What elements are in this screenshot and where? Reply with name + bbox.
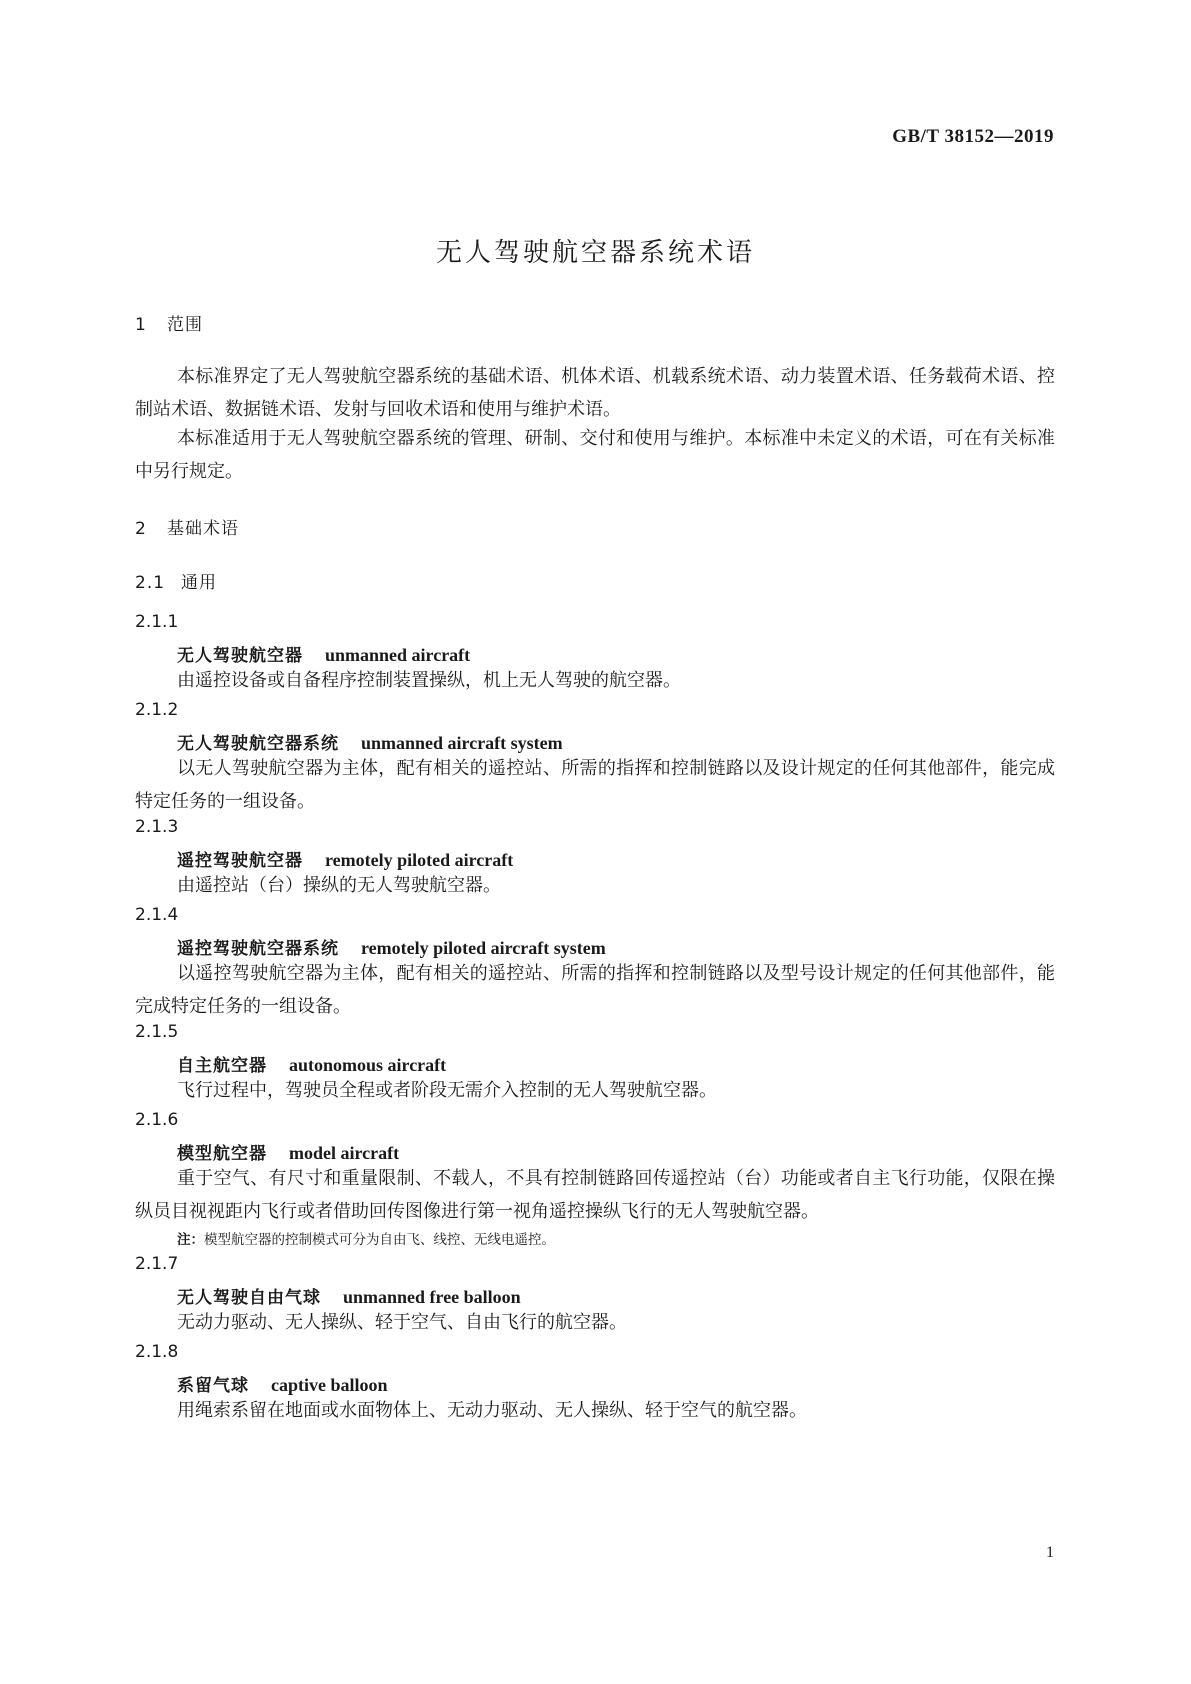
term-definition: 飞行过程中，驾驶员全程或者阶段无需介入控制的无人驾驶航空器。 xyxy=(177,1080,717,1101)
section-2-heading xyxy=(135,514,239,539)
standard-code: GB/T 38152—2019 xyxy=(892,126,1054,147)
term-number: 2.1.6 xyxy=(135,1110,179,1130)
subsection-number: 2.1 xyxy=(135,573,166,593)
term-english: remotely piloted aircraft xyxy=(325,850,514,870)
term-number: 2.1.4 xyxy=(135,905,179,925)
term-chinese: 遥控驾驶航空器 xyxy=(177,851,303,871)
term-chinese: 自主航空器 xyxy=(177,1056,267,1076)
term-note xyxy=(177,1228,555,1248)
section-1-heading xyxy=(135,310,203,335)
scope-paragraph-1: 本标准界定了无人驾驶航空器系统的基础术语、机体术语、机载系统术语、动力装置术语、任务载荷术语、控制站术语、数据链术语、发射与回收术语和使用与维护术语。 xyxy=(135,366,1055,420)
term-definition: 无动力驱动、无人操纵、轻于空气、自由飞行的航空器。 xyxy=(177,1312,627,1333)
term-english: autonomous aircraft xyxy=(289,1055,447,1075)
term-heading xyxy=(177,1051,446,1076)
term-definition: 由遥控站（台）操纵的无人驾驶航空器。 xyxy=(177,875,501,896)
term-english: unmanned aircraft xyxy=(325,645,471,665)
term-chinese: 遥控驾驶航空器系统 xyxy=(177,939,339,959)
term-number: 2.1.7 xyxy=(135,1254,179,1274)
term-number: 2.1.5 xyxy=(135,1022,179,1042)
term-chinese: 无人驾驶航空器系统 xyxy=(177,734,339,754)
section-title: 基础术语 xyxy=(167,519,239,539)
term-english: remotely piloted aircraft system xyxy=(361,938,606,958)
section-number: 2 xyxy=(135,519,147,539)
page-number: 1 xyxy=(1046,1544,1054,1561)
term-definition: 由遥控设备或自备程序控制装置操纵，机上无人驾驶的航空器。 xyxy=(177,670,681,691)
term-english: captive balloon xyxy=(271,1375,388,1395)
term-heading xyxy=(177,846,513,871)
term-heading xyxy=(177,1139,399,1164)
term-english: unmanned free balloon xyxy=(343,1287,521,1307)
subsection-title: 通用 xyxy=(181,573,217,593)
note-label: 注： xyxy=(177,1232,204,1248)
term-definition: 用绳索系留在地面或水面物体上、无动力驱动、无人操纵、轻于空气的航空器。 xyxy=(177,1400,807,1421)
section-number: 1 xyxy=(135,315,147,335)
note-text: 模型航空器的控制模式可分为自由飞、线控、无线电遥控。 xyxy=(204,1232,555,1248)
term-english: model aircraft xyxy=(289,1143,400,1163)
term-chinese: 无人驾驶航空器 xyxy=(177,646,303,666)
term-number: 2.1.8 xyxy=(135,1342,179,1362)
term-heading xyxy=(177,729,563,754)
term-chinese: 模型航空器 xyxy=(177,1144,267,1164)
term-definition: 以无人驾驶航空器为主体，配有相关的遥控站、所需的指挥和控制链路以及设计规定的任何其他部件，能完成特定任务的一组设备。 xyxy=(135,758,1055,812)
term-heading xyxy=(177,934,606,959)
term-definition: 以遥控驾驶航空器为主体，配有相关的遥控站、所需的指挥和控制链路以及型号设计规定的任何其他部件，能完成特定任务的一组设备。 xyxy=(135,963,1055,1017)
scope-paragraph-2: 本标准适用于无人驾驶航空器系统的管理、研制、交付和使用与维护。本标准中未定义的术语，可在有关标准中另行规定。 xyxy=(135,428,1055,482)
subsection-2-1-heading xyxy=(135,568,217,593)
term-chinese: 系留气球 xyxy=(177,1376,249,1396)
term-number: 2.1.1 xyxy=(135,612,179,632)
section-title: 范围 xyxy=(167,315,203,335)
term-heading xyxy=(177,1371,388,1396)
term-number: 2.1.3 xyxy=(135,817,179,837)
term-definition: 重于空气、有尺寸和重量限制、不载人，不具有控制链路回传遥控站（台）功能或者自主飞行功能，仅限在操纵员目视视距内飞行或者借助回传图像进行第一视角遥控操纵飞行的无人驾驶航空器。 xyxy=(135,1168,1055,1222)
term-heading xyxy=(177,1283,521,1308)
term-number: 2.1.2 xyxy=(135,700,179,720)
term-chinese: 无人驾驶自由气球 xyxy=(177,1288,321,1308)
term-heading xyxy=(177,641,470,666)
document-title: 无人驾驶航空器系统术语 xyxy=(435,238,755,268)
term-english: unmanned aircraft system xyxy=(361,733,563,753)
